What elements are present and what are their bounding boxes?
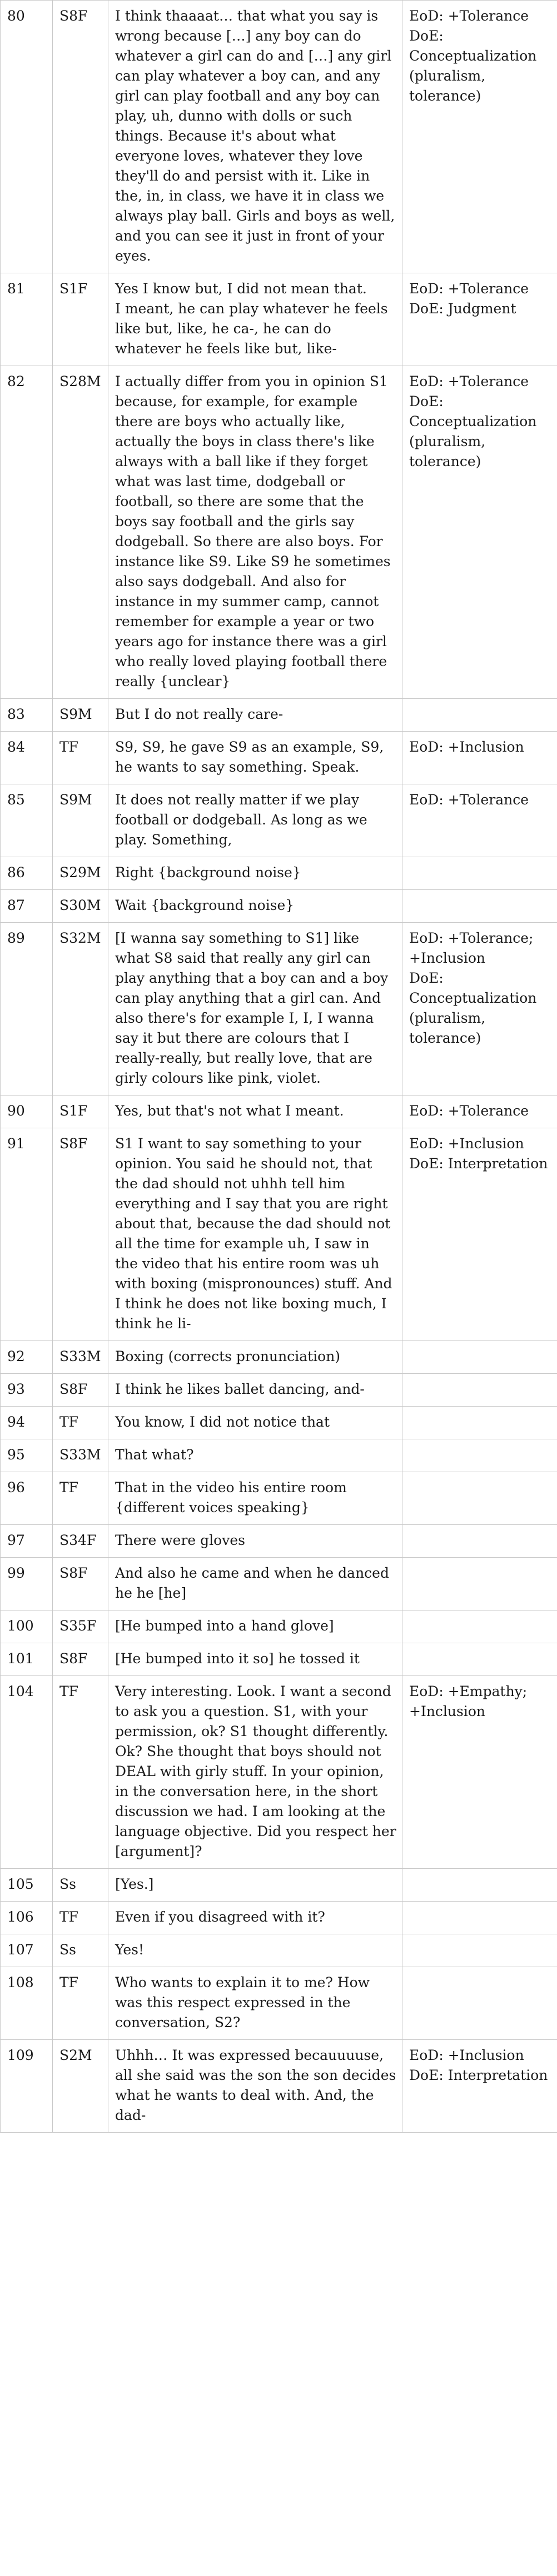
table-row [1, 1643, 557, 1676]
line-number-cell: 108 [1, 1967, 53, 2040]
utterance-cell: I actually differ from you in opinion S1 because, for example, for example there are boys who actually like, actually the boys in class there's like always with a ball like if they forget what was last time, dodgeball or football, so there are some that the boys say football and the girls say dodgeball. So there are also boys. For instance like S9. Like S9 he sometimes also says dodgeball. And also for instance in my summer camp, cannot remember for example a year or two years ago for instance there was a girl who really loved playing football there really {unclear} [108, 366, 402, 699]
line-number-cell: 107 [1, 1934, 53, 1967]
speaker-cell: Ss [53, 1934, 108, 1967]
table-row [1, 366, 557, 699]
table-row [1, 1341, 557, 1374]
speaker-cell: TF [53, 1902, 108, 1934]
coding-cell [402, 699, 557, 732]
coding-cell [402, 890, 557, 923]
speaker-cell: TF [53, 1967, 108, 2040]
utterance-cell: [He bumped into a hand glove] [108, 1610, 402, 1643]
table-row [1, 1525, 557, 1558]
coding-cell [402, 1439, 557, 1472]
speaker-cell: S2M [53, 2040, 108, 2133]
table-row [1, 890, 557, 923]
table-row [1, 732, 557, 784]
coding-cell: EoD: +Inclusion DoE: Interpretation [402, 2040, 557, 2133]
utterance-cell: I think he likes ballet dancing, and- [108, 1374, 402, 1407]
coding-cell [402, 1869, 557, 1902]
table-row [1, 923, 557, 1096]
coding-cell: EoD: +Inclusion DoE: Interpretation [402, 1128, 557, 1341]
utterance-cell: But I do not really care- [108, 699, 402, 732]
coding-cell [402, 1558, 557, 1610]
utterance-cell: [He bumped into it so] he tossed it [108, 1643, 402, 1676]
speaker-cell: S30M [53, 890, 108, 923]
utterance-cell: [Yes.] [108, 1869, 402, 1902]
table-row [1, 273, 557, 366]
speaker-cell: S8F [53, 1643, 108, 1676]
coding-cell: EoD: +Tolerance DoE: Conceptualization (pluralism, tolerance) [402, 366, 557, 699]
utterance-cell: That in the video his entire room {different voices speaking} [108, 1472, 402, 1525]
line-number-cell: 81 [1, 273, 53, 366]
coding-cell: EoD: +Tolerance [402, 1096, 557, 1128]
speaker-cell: S1F [53, 273, 108, 366]
line-number-cell: 89 [1, 923, 53, 1096]
speaker-cell: S35F [53, 1610, 108, 1643]
utterance-cell: And also he came and when he danced he he [he] [108, 1558, 402, 1610]
speaker-cell: S8F [53, 1374, 108, 1407]
utterance-cell: There were gloves [108, 1525, 402, 1558]
coding-cell [402, 1525, 557, 1558]
line-number-cell: 96 [1, 1472, 53, 1525]
coding-cell [402, 1610, 557, 1643]
speaker-cell: S33M [53, 1341, 108, 1374]
utterance-cell: Right {background noise} [108, 857, 402, 890]
table-row [1, 699, 557, 732]
speaker-cell: TF [53, 732, 108, 784]
coding-cell: EoD: +Empathy; +Inclusion [402, 1676, 557, 1869]
speaker-cell: S28M [53, 366, 108, 699]
line-number-cell: 90 [1, 1096, 53, 1128]
speaker-cell: S8F [53, 1, 108, 273]
line-number-cell: 94 [1, 1407, 53, 1439]
speaker-cell: S9M [53, 699, 108, 732]
line-number-cell: 86 [1, 857, 53, 890]
speaker-cell: S8F [53, 1128, 108, 1341]
coding-cell: EoD: +Tolerance DoE: Judgment [402, 273, 557, 366]
table-row [1, 1934, 557, 1967]
table-row [1, 1902, 557, 1934]
line-number-cell: 80 [1, 1, 53, 273]
utterance-cell: Yes I know but, I did not mean that. I meant, he can play whatever he feels like but, like, he ca-, he can do whatever he feels like but, like- [108, 273, 402, 366]
line-number-cell: 97 [1, 1525, 53, 1558]
utterance-cell: Uhhh… It was expressed becauuuuse, all she said was the son the son decides what he wants to deal with. And, the dad- [108, 2040, 402, 2133]
coding-cell [402, 1967, 557, 2040]
speaker-cell: TF [53, 1676, 108, 1869]
line-number-cell: 91 [1, 1128, 53, 1341]
table-row [1, 1558, 557, 1610]
line-number-cell: 104 [1, 1676, 53, 1869]
table-row [1, 1096, 557, 1128]
coding-cell [402, 1902, 557, 1934]
table-row [1, 1374, 557, 1407]
coding-cell: EoD: +Tolerance [402, 784, 557, 857]
table-row [1, 1472, 557, 1525]
coding-cell [402, 1341, 557, 1374]
speaker-cell: S8F [53, 1558, 108, 1610]
table-row [1, 1128, 557, 1341]
table-row [1, 1869, 557, 1902]
table-row [1, 2040, 557, 2133]
utterance-cell: I think thaaaat… that what you say is wrong because […] any boy can do whatever a girl can do and […] any girl can play whatever a boy can, and any girl can play football and any boy can play, uh, dunno with dolls or such things. Because it's about what everyone loves, whatever they love they'll do and persist with it. Like in the, in, in class, we have it in class we always play ball. Girls and boys as well, and you can see it just in front of your eyes. [108, 1, 402, 273]
line-number-cell: 85 [1, 784, 53, 857]
coding-cell [402, 1374, 557, 1407]
table-row [1, 857, 557, 890]
utterance-cell: It does not really matter if we play football or dodgeball. As long as we play. Something, [108, 784, 402, 857]
speaker-cell: TF [53, 1407, 108, 1439]
line-number-cell: 83 [1, 699, 53, 732]
coding-cell: EoD: +Tolerance; +Inclusion DoE: Conceptualization (pluralism, tolerance) [402, 923, 557, 1096]
line-number-cell: 100 [1, 1610, 53, 1643]
speaker-cell: S9M [53, 784, 108, 857]
utterance-cell: Very interesting. Look. I want a second to ask you a question. S1, with your permission, ok? S1 thought differently. Ok? She thought that boys should not DEAL with girly stuff. In your opinion, in the conversation here, in the short discussion we had. I am looking at the language objective. Did you respect her [argument]? [108, 1676, 402, 1869]
utterance-cell: [I wanna say something to S1] like what S8 said that really any girl can play anything that a boy can and a boy can play anything that a girl can. And also there's for example I, I, I wanna say it but there are colours that I really-really, but really love, that are girly colours like pink, violet. [108, 923, 402, 1096]
line-number-cell: 87 [1, 890, 53, 923]
line-number-cell: 109 [1, 2040, 53, 2133]
utterance-cell: Wait {background noise} [108, 890, 402, 923]
coding-cell [402, 1934, 557, 1967]
table-row [1, 1407, 557, 1439]
table-row [1, 1439, 557, 1472]
utterance-cell: You know, I did not notice that [108, 1407, 402, 1439]
utterance-cell: S9, S9, he gave S9 as an example, S9, he wants to say something. Speak. [108, 732, 402, 784]
line-number-cell: 92 [1, 1341, 53, 1374]
utterance-cell: Even if you disagreed with it? [108, 1902, 402, 1934]
speaker-cell: S34F [53, 1525, 108, 1558]
line-number-cell: 105 [1, 1869, 53, 1902]
line-number-cell: 93 [1, 1374, 53, 1407]
speaker-cell: S32M [53, 923, 108, 1096]
utterance-cell: Yes, but that's not what I meant. [108, 1096, 402, 1128]
speaker-cell: Ss [53, 1869, 108, 1902]
line-number-cell: 95 [1, 1439, 53, 1472]
line-number-cell: 99 [1, 1558, 53, 1610]
line-number-cell: 106 [1, 1902, 53, 1934]
utterance-cell: That what? [108, 1439, 402, 1472]
utterance-cell: Who wants to explain it to me? How was this respect expressed in the conversation, S2? [108, 1967, 402, 2040]
utterance-cell: S1 I want to say something to your opinion. You said he should not, that the dad should not uhhh tell him everything and I say that you are right about that, because the dad should not all the time for example uh, I saw in the video that his entire room was uh with boxing (mispronounces) stuff. And I think he does not like boxing much, I think he li- [108, 1128, 402, 1341]
speaker-cell: TF [53, 1472, 108, 1525]
line-number-cell: 84 [1, 732, 53, 784]
coding-cell [402, 1472, 557, 1525]
coding-cell [402, 1643, 557, 1676]
utterance-cell: Yes! [108, 1934, 402, 1967]
table-row [1, 1676, 557, 1869]
coding-cell: EoD: +Tolerance DoE: Conceptualization (pluralism, tolerance) [402, 1, 557, 273]
table-row [1, 784, 557, 857]
coding-cell [402, 857, 557, 890]
table-row [1, 1610, 557, 1643]
table-row [1, 1967, 557, 2040]
speaker-cell: S1F [53, 1096, 108, 1128]
line-number-cell: 101 [1, 1643, 53, 1676]
table-row [1, 1, 557, 273]
speaker-cell: S29M [53, 857, 108, 890]
coding-cell: EoD: +Inclusion [402, 732, 557, 784]
coding-cell [402, 1407, 557, 1439]
speaker-cell: S33M [53, 1439, 108, 1472]
line-number-cell: 82 [1, 366, 53, 699]
transcript-body [1, 1, 557, 2133]
utterance-cell: Boxing (corrects pronunciation) [108, 1341, 402, 1374]
